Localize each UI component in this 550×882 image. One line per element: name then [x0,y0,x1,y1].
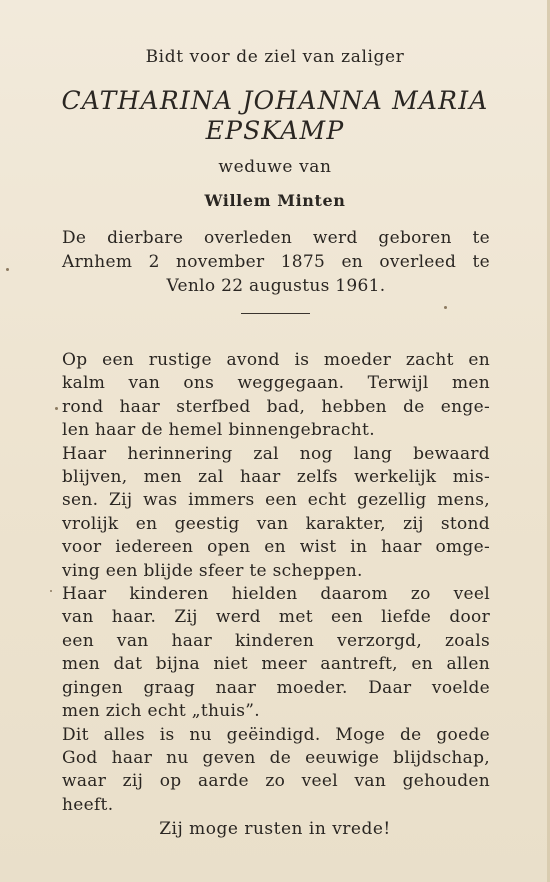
birth-line: Venlo 22 augustus 1961. [166,276,386,296]
text-line: Op een rustige avond is moeder zacht en [62,350,490,370]
deceased-name-line1: CATHARINA JOHANNA MARIA [61,86,489,115]
deceased-name-line2: EPSKAMP [205,116,345,145]
text-line: len haar de hemel binnengebracht. [62,420,375,441]
intro-line: Bidt voor de ziel van zaliger [145,47,405,67]
birth-death-paragraph [62,226,490,298]
paper-speck [444,306,447,309]
text-line: Dit alles is nu geëindigd. Moge de goede [62,724,490,745]
divider-line [241,313,310,314]
text-line: ving een blijde sfeer te scheppen. [62,560,363,581]
text-line: God haar nu geven de eeuwige blijdschap, [62,747,490,768]
widow-of-line: weduwe van [218,157,332,177]
text-line: gingen graag naar moeder. Daar voelde [62,677,490,698]
birth-line: De dierbare overleden werd geboren te [62,228,490,248]
memorial-text [62,349,490,817]
text-line: blijven, men zal haar zelfs werkelijk mis- [62,467,490,488]
paper-speck [50,590,52,592]
text-line: men zich echt „thuis”. [62,701,260,722]
text-line: van haar. Zij werd met een liefde door [62,607,490,628]
paper-speck [6,268,9,271]
text-line: men dat bijna niet meer aantreft, en allen [62,654,490,675]
closing-line: Zij moge rusten in vrede! [159,819,391,839]
paper-speck [55,407,58,410]
text-line: heeft. [62,794,114,815]
text-line: rond haar sterfbed bad, hebben de enge- [62,396,490,417]
text-line: kalm van ons weggegaan. Terwijl men [62,373,490,394]
text-line: Haar herinnering zal nog lang bewaard [62,443,490,464]
text-line: waar zij op aarde zo veel van gehouden [62,771,490,792]
text-line: voor iedereen open en wist in haar omge- [62,537,490,558]
text-line: Haar kinderen hielden daarom zo veel [62,584,490,605]
text-line: vrolijk en geestig van karakter, zij stond [62,513,490,534]
text-line: sen. Zij was immers een echt gezellig mens, [62,490,490,511]
text-line: een van haar kinderen verzorgd, zoals [62,630,490,651]
birth-line: Arnhem 2 november 1875 en overleed te [62,252,490,272]
husband-name: Willem Minten [204,191,346,210]
